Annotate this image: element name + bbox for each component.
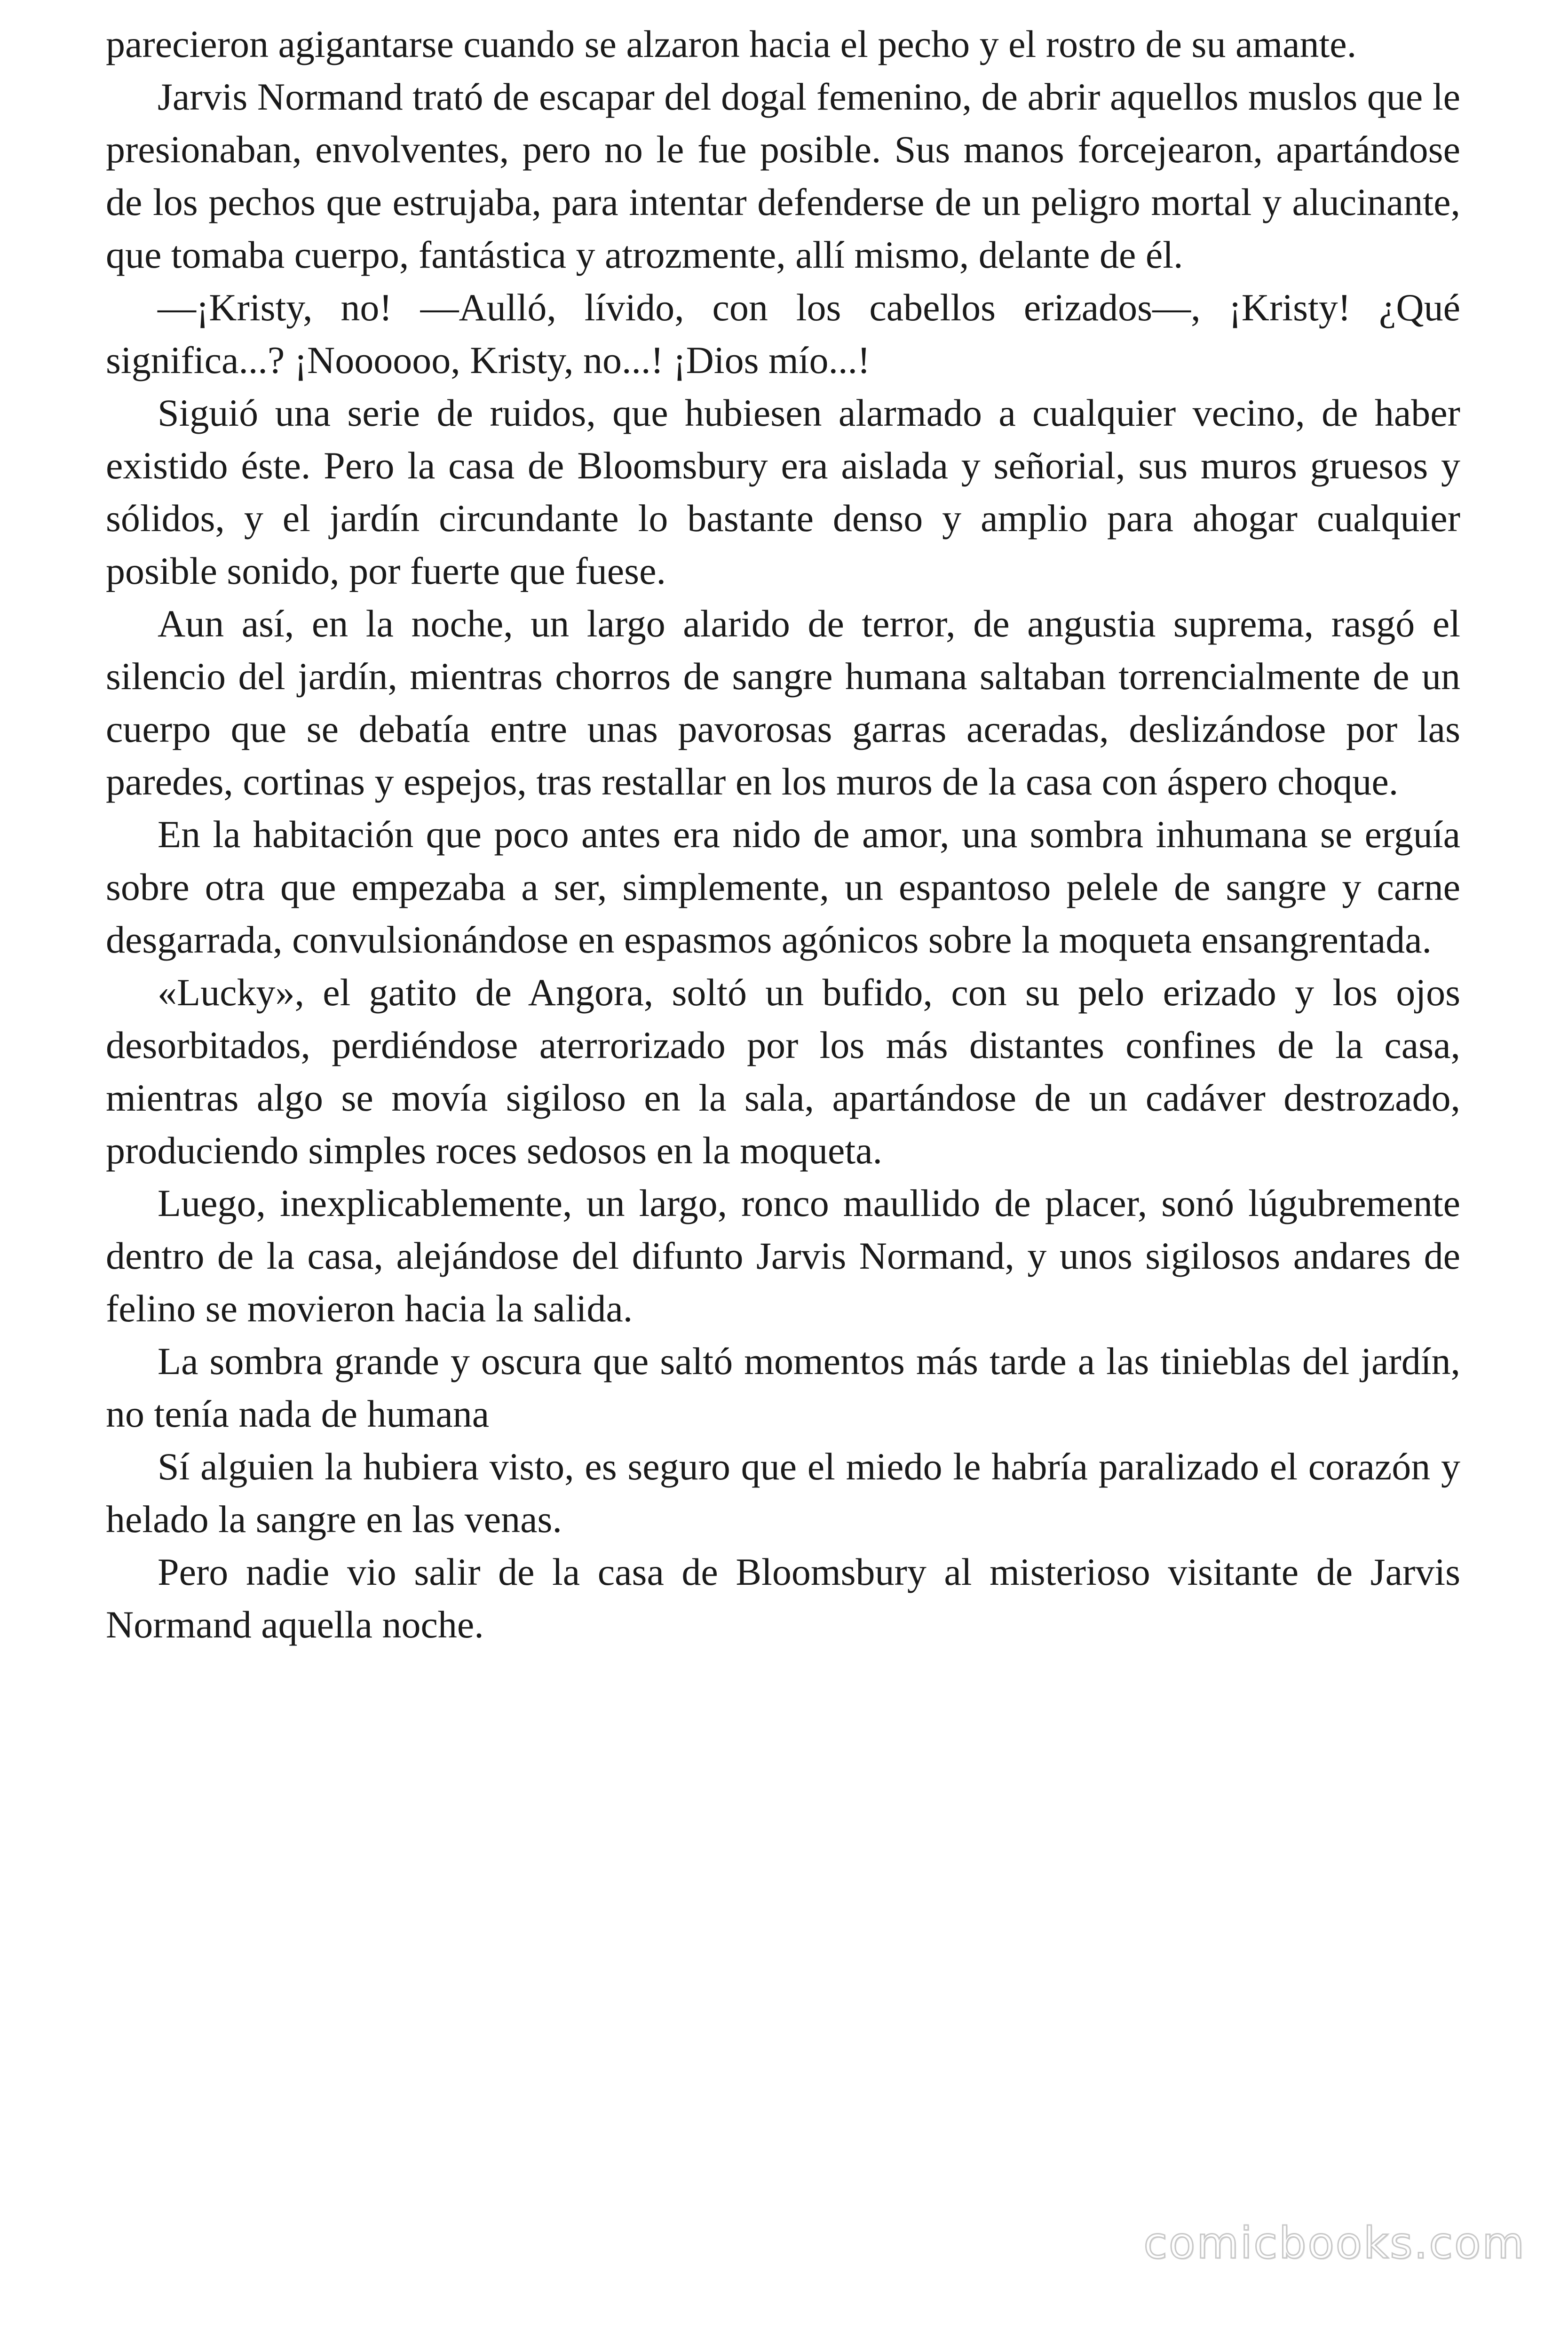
paragraph-2: Jarvis Normand trató de escapar del dogal femenino, de abrir aquellos muslos que le presionaban, envolventes, pero no le fue posible. Sus manos forcejearon, apartándose de los pechos que estrujaba, para intentar defenderse de un peligro mortal y alucinante, que tomaba cuerpo, fantástica y atrozmente, allí mismo, delante de él.: [106, 75, 1460, 276]
paragraph-3: —¡Kristy, no! —Aulló, lívido, con los cabellos erizados—, ¡Kristy! ¿Qué significa...? ¡Noooooo, Kristy, no...! ¡Dios mío...!: [106, 286, 1460, 381]
paragraph-5: Aun así, en la noche, un largo alarido de terror, de angustia suprema, rasgó el silencio del jardín, mientras chorros de sangre humana saltaban torrencialmente de un cuerpo que se debatía entre unas pavorosas garras aceradas, deslizándose por las paredes, cortinas y espejos, tras restallar en los muros de la casa con áspero choque.: [106, 602, 1460, 803]
paragraph-7: «Lucky», el gatito de Angora, soltó un bufido, con su pelo erizado y los ojos desorbitados, perdiéndose aterrorizado por los más distantes confines de la casa, mientras algo se movía sigiloso en la sala, apartándose de un cadáver destrozado, produciendo simples roces sedosos en la moqueta.: [106, 971, 1460, 1172]
paragraph-4: Siguió una serie de ruidos, que hubiesen alarmado a cualquier vecino, de haber existido éste. Pero la casa de Bloomsbury era aislada y señorial, sus muros gruesos y sólidos, y el jardín circundante lo bastante denso y amplio para ahogar cualquier posible sonido, por fuerte que fuese.: [106, 391, 1460, 592]
body-text: [106, 18, 1460, 1651]
paragraph-10: Sí alguien la hubiera visto, es seguro que el miedo le habría paralizado el corazón y helado la sangre en las venas.: [106, 1445, 1460, 1541]
paragraph-6: En la habitación que poco antes era nido de amor, una sombra inhumana se erguía sobre otra que empezaba a ser, simplemente, un espantoso pelele de sangre y carne desgarrada, convulsionándose en espasmos agónicos sobre la moqueta ensangrentada.: [106, 813, 1460, 961]
paragraph-8: Luego, inexplicablemente, un largo, ronco maullido de placer, sonó lúgubremente dentro de la casa, alejándose del difunto Jarvis Normand, y unos sigilosos andares de felino se movieron hacia la salida.: [106, 1182, 1460, 1330]
paragraph-1: parecieron agigantarse cuando se alzaron hacia el pecho y el rostro de su amante.: [106, 23, 1357, 65]
paragraph-9: La sombra grande y oscura que saltó momentos más tarde a las tinieblas del jardín, no tenía nada de humana: [106, 1340, 1460, 1435]
paragraph-11: Pero nadie vio salir de la casa de Bloomsbury al misterioso visitante de Jarvis Normand aquella noche.: [106, 1550, 1460, 1646]
watermark: comicbooks.com: [1143, 2218, 1526, 2268]
